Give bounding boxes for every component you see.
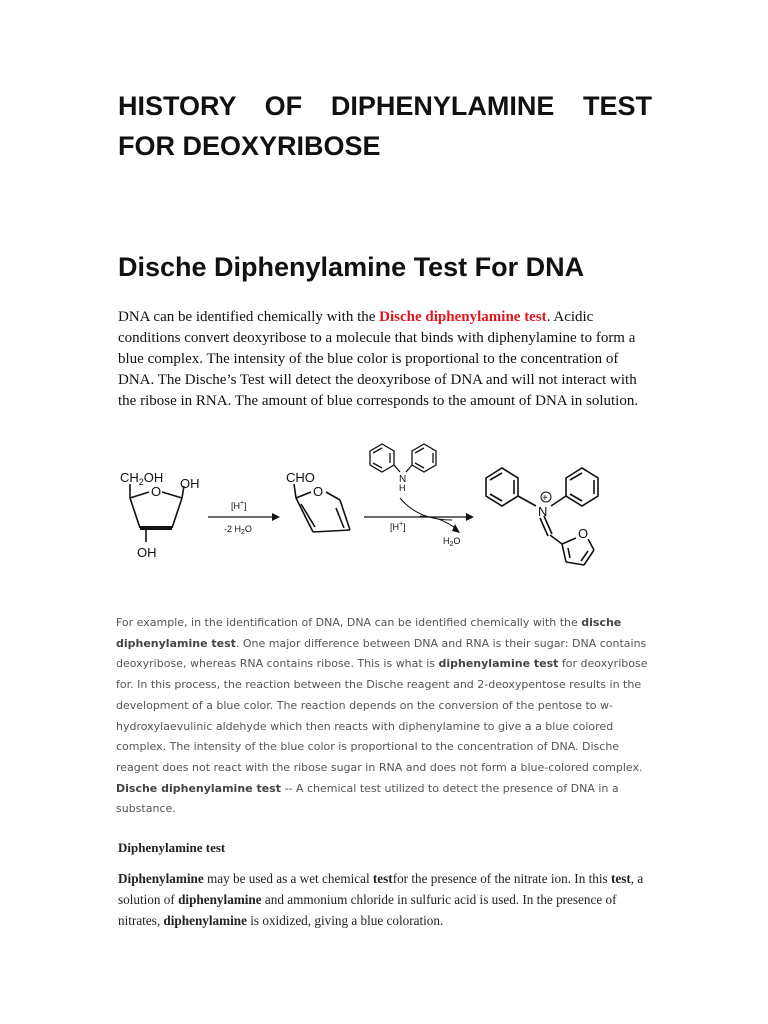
- final-bold-4: diphenylamine: [178, 892, 262, 907]
- reaction-arrow-2: [364, 498, 474, 533]
- subheading: Diphenylamine test: [118, 840, 226, 855]
- final-text-5: is oxidized, giving a blue coloration.: [246, 913, 444, 928]
- product-nitrogen-label: N: [538, 504, 548, 519]
- example-text-3: for deoxyribose for. In this process, the reaction between the Dische reagent and 2-deoxypentose results in the development of a blue color. The reaction depends on the conversion of the pentose to w-hydroxylaevulinic aldehyde which then reacts with diphenylamine to give a a blue colored complex. The intensity of the blue color is proportional to the concentration of DNA. Dische reagent does not react with the ribose sugar in RNA and does not form a blue-colored complex.: [116, 657, 648, 774]
- intro-text-1: DNA can be identified chemically with the: [118, 309, 380, 325]
- document-title-line-1: HISTORY OF DIPHENYLAMINE TEST: [118, 91, 652, 121]
- intro-text-2: . Acidic conditions convert deoxyribose to a molecule that binds with diphenylamine to form a blue complex. The intensity of the blue color is proportional to the concentration of DNA. The Dische’s Test will detect the deoxyribose of DNA and will not interact with the ribose in RNA. The amount of blue corresponds to the amount of DNA in solution.: [118, 309, 639, 409]
- section-title: Dische Diphenylamine Test For DNA: [118, 252, 585, 282]
- intro-paragraph: [118, 307, 658, 412]
- example-text-4: -- A chemical test utilized to detect the presence of DNA in a substance.: [116, 781, 619, 816]
- step-1-acid-label: [H+]: [231, 500, 247, 511]
- example-text-2: . One major difference between DNA and RNA is their sugar: DNA contains deoxyribose, whereas RNA contains ribose. This is what is: [116, 636, 647, 671]
- example-paragraph: [116, 613, 656, 820]
- final-bold-3: test: [610, 871, 631, 886]
- dische-test-link[interactable]: Dische diphenylamine test: [379, 309, 547, 325]
- sugar-ch2oh-label: $CH_2OH$: [120, 470, 164, 487]
- furfural-oxygen-label: O: [313, 484, 324, 499]
- step-2-acid-label: [H+]: [390, 521, 406, 532]
- step-2-water-label: $H_2O$: [443, 536, 461, 548]
- final-text-2: for the presence of the nitrate ion. In this: [392, 871, 611, 886]
- final-text-1: may be used as a wet chemical: [203, 871, 373, 886]
- final-bold-5: diphenylamine: [163, 913, 247, 928]
- diphenylamine-molecule: [370, 444, 436, 472]
- final-text-3: , a solution of: [118, 871, 644, 907]
- reaction-arrow-1: [208, 513, 280, 521]
- step-1-water-label: -2 $H_2O$: [224, 524, 252, 536]
- final-bold-1: Diphenylamine: [118, 871, 204, 886]
- example-bold-3: Dische diphenylamine test: [116, 781, 281, 795]
- furfural-cho-label: CHO: [286, 470, 315, 485]
- final-bold-2: test: [372, 871, 393, 886]
- document-title-line-2: FOR DEOXYRIBOSE: [118, 131, 381, 161]
- product-oxygen-label: O: [578, 526, 589, 541]
- sugar-ring-oxygen-label: O: [151, 484, 162, 499]
- amine-nitrogen-label: N: [399, 474, 407, 485]
- example-bold-1: dische diphenylamine test: [116, 616, 622, 650]
- sugar-oh-bottom-label: OH: [137, 545, 157, 560]
- example-bold-2: diphenylamine test: [438, 657, 559, 671]
- document-title: [118, 86, 652, 166]
- amine-hydrogen-label: H: [399, 483, 406, 493]
- reaction-scheme: [100, 438, 660, 578]
- example-text-1: For example, in the identification of DNA, DNA can be identified chemically with the: [116, 616, 582, 629]
- product-charge-label: +: [542, 493, 548, 504]
- sugar-oh-right-label: OH: [180, 476, 200, 491]
- final-paragraph: [118, 868, 658, 931]
- final-text-4: and ammonium chloride in sulfuric acid is used. In the presence of nitrates,: [118, 892, 617, 928]
